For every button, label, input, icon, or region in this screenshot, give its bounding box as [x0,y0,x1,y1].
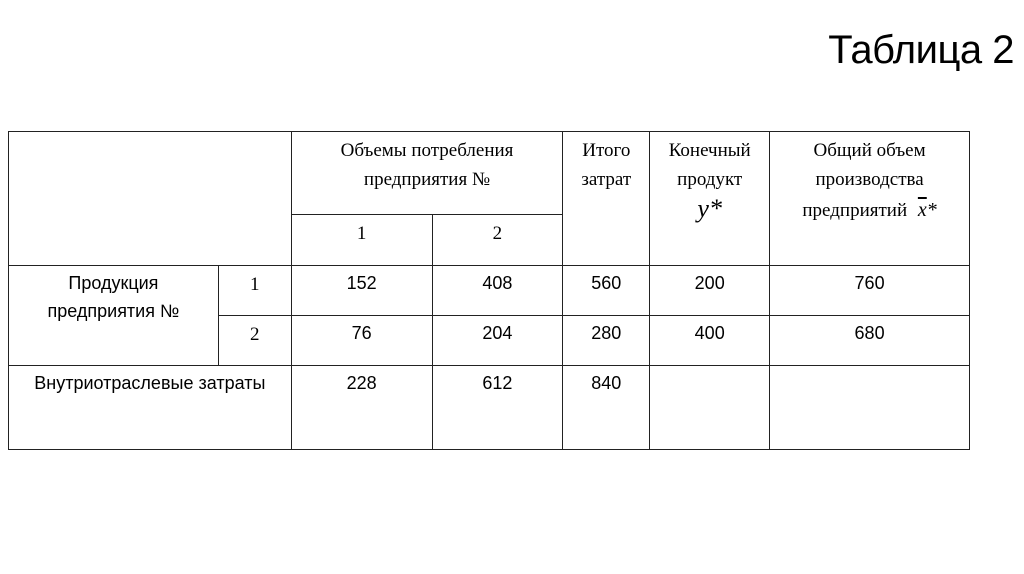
intra-c2: 612 [432,366,563,450]
intra-overall [770,366,970,450]
row-2-c1: 76 [291,316,432,366]
row-1-total: 560 [563,266,650,316]
row-2-c2: 204 [432,316,563,366]
header-sub-1: 1 [291,215,432,266]
header-final-product [650,132,770,266]
header-final-product-label: Конечный продукт [668,140,751,191]
header-consumption [291,132,563,215]
row-1-index: 1 [218,266,291,316]
row-1-c1: 152 [291,266,432,316]
intra-c1: 228 [291,366,432,450]
intra-final [650,366,770,450]
header-consumption-label: Объемы потребления предприятия № [340,140,514,191]
header-corner-cell [9,132,292,266]
header-sub-2: 2 [432,215,563,266]
overall-volume-symbol-star: * [926,198,937,221]
row-1-overall: 760 [770,266,970,316]
group-label: Продукция предприятия № [9,266,219,366]
header-total-label: Итого затрат [581,140,632,191]
header-overall-volume [770,132,970,266]
row-2-overall: 680 [770,316,970,366]
row-1-c2: 408 [432,266,563,316]
overall-volume-symbol-letter: $\overline{x}$ [917,198,927,221]
row-2-total: 280 [563,316,650,366]
header-overall-volume-label: Общий объем производства предприятий [802,140,926,221]
row-1-final: 200 [650,266,770,316]
data-table [8,131,970,450]
overall-volume-symbol [918,199,937,221]
intra-total: 840 [563,366,650,450]
header-total [563,132,650,266]
slide-title: Таблица 2 [828,28,1014,72]
final-product-symbol: y* [697,193,722,223]
row-2-index: 2 [218,316,291,366]
intra-label: Внутриотраслевые затраты [9,366,292,450]
row-2-final: 400 [650,316,770,366]
